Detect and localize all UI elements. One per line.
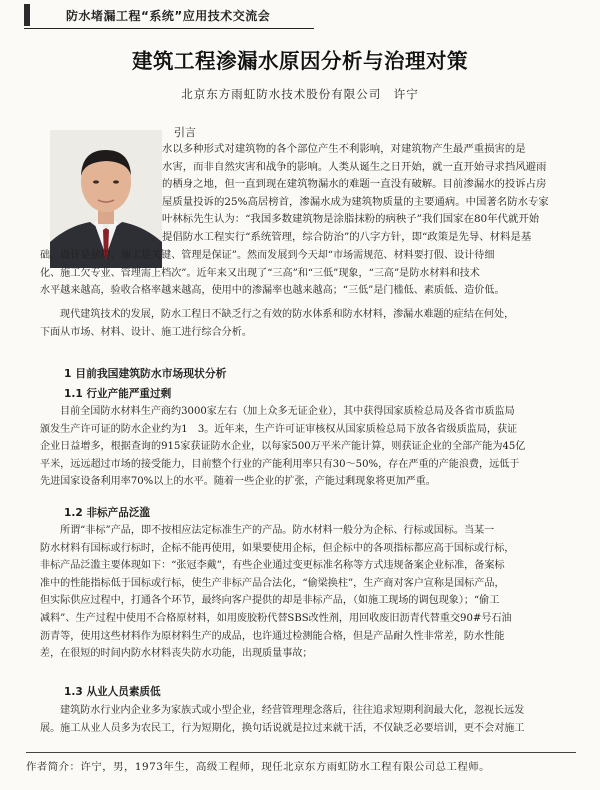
text-line: 先进国家设备利用率70%以上的水平。随着一些企业的扩张，产能过剩现象将更加严重。 (40, 476, 436, 488)
text-line: 础、设计是前提、施工是关键、管理是保证”。然而发展到今天却“市场需规范、材料要打假、设计待细 (40, 250, 495, 261)
subsection-1-3-body (40, 702, 525, 737)
intro-paragraph-1a (162, 141, 549, 247)
text-line: 化、施工欠专业、管理需上档次”。近年来又出现了“三高”和“三低”现象，“三高”是防水材料和技术 (40, 267, 480, 279)
text-line: 平米，远远超过市场的接受能力，目前整个行业的产能利用率只有30～50%，存在严重的产能浪费，远低于 (40, 458, 520, 470)
article-title: 建筑工程渗漏水原因分析与治理对策 (132, 49, 468, 73)
text-line: 但实际供应过程中，打通各个环节，最终向客户提供的却是非标产品，（如施工现场的调包现象）；“偷工 (40, 595, 500, 607)
text-line: 建筑防水行业内企业多为家族式或小型企业，经营管理理念落后，往往追求短期利润最大化，忽视长远发 (60, 705, 525, 716)
text-line: 的栖身之地，但一直到现在建筑物漏水的难题一直没有破解。目前渗漏水的投诉占房 (162, 178, 547, 191)
footer-divider (26, 752, 576, 753)
text-line: 所谓“非标”产品，即不按相应法定标准生产的产品。防水材料一般分为企标、行标或国标。当某一 (60, 525, 495, 536)
text-line: 提倡防水工程实行“系统管理，综合防治”的八字方针，即“政策是先导、材料是基 (162, 230, 532, 243)
text-line: 水害，而非自然灾害和战争的影响。人类从诞生之日开始，就一直开始寻求挡风避雨 (162, 160, 547, 173)
text-line: 下面从市场、材料、设计、施工进行综合分析。 (40, 326, 252, 338)
header-label: 防水堵漏工程“系统”应用技术交流会 (66, 9, 271, 23)
subsection-heading: 1.1 行业产能严重过剩 (64, 388, 172, 400)
text-line: 叶林标先生认为：“我国多数建筑物是涂脂抹粉的病秧子”我们国家在80年代就开始 (162, 213, 540, 226)
author-bio-footnote: 作者简介：许宁，男，1973年生，高级工程师，现任北京东方雨虹防水工程有限公司总工程师。 (26, 761, 491, 773)
subsection-heading: 1.2 非标产品泛滥 (64, 507, 151, 519)
text-line: 颁发生产许可证的防水企业约为1 3。近年来，生产许可证审核权从国家质检总局下放各省级质监局，获证 (40, 423, 518, 435)
text-line: 展。施工从业人员多为农民工，行为短期化，换句话说就是拉过来就干活，不仅缺乏必要培训，更不会对施工 (40, 722, 525, 734)
subsection-heading: 1.3 从业人员素质低 (64, 686, 161, 698)
text-line: 沥青等，使用这些材料作为原材料生产的成品，也许通过检测能合格，但是产品耐久性非常差，防水性能 (40, 630, 505, 642)
text-line: 减料”、生产过程中使用不合格原材料，如用废胶粉代替SBS改性剂，用回收废旧沥青代替重交90#号石油 (40, 612, 512, 624)
text-line: 企业日益增多，根据查询的915家获证防水企业，以每家500万平米产能计算，则获证企业的全部产能为45亿 (40, 441, 526, 453)
section-heading: 1 目前我国建筑防水市场现状分析 (64, 367, 227, 380)
subsection-1-1-body (40, 403, 525, 491)
text-line: 屋质量投诉的25%高居榜首，渗漏水成为建筑物质量的主要通病。中国著名防水专家 (162, 195, 549, 208)
intro-heading: 引言 (174, 126, 196, 139)
text-line: 水平越来越高，验收合格率越来越高，使用中的渗漏率也越来越高；“三低”是门槛低、素质低、造价低。 (40, 285, 505, 297)
text-line: 现代建筑技术的发展，防水工程日不缺乏行之有效的防水体系和防水材料，渗漏水难题的症结在何处， (60, 309, 515, 320)
subsection-1-2-body (40, 522, 514, 663)
text-line: 水以多种形式对建筑物的各个部位产生不利影响，对建筑物产生最严重损害的是 (162, 143, 526, 155)
running-header (24, 4, 314, 29)
text-line: 防水材料有国标或行标时，企标不能再使用，如果要使用企标，但企标中的各项指标都应高于国标或行标， (40, 542, 515, 554)
text-line: 准中的性能指标低于国标或行标，使生产非标产品合法化，“偷梁换柱”，生产商对客户宣称是国标产品， (40, 577, 505, 589)
text-line: 差，在很短的时间内防水材料丧失防水功能，出现质量事故； (40, 648, 313, 660)
intro-paragraph-1b (40, 247, 505, 300)
text-line: 非标产品泛滥主要体现如下：“张冠李戴”，有些企业通过变更标准名称等方式违规备案企业标准，备案标 (40, 560, 505, 572)
text-line: 目前全国防水材料生产商约3000家左右（加上众多无证企业），其中获得国家质检总局及各省市质监局 (60, 406, 515, 417)
intro-paragraph-2 (40, 306, 514, 341)
header-bar (24, 4, 30, 26)
article-author: 北京东方雨虹防水技术股份有限公司 许宁 (181, 87, 419, 101)
